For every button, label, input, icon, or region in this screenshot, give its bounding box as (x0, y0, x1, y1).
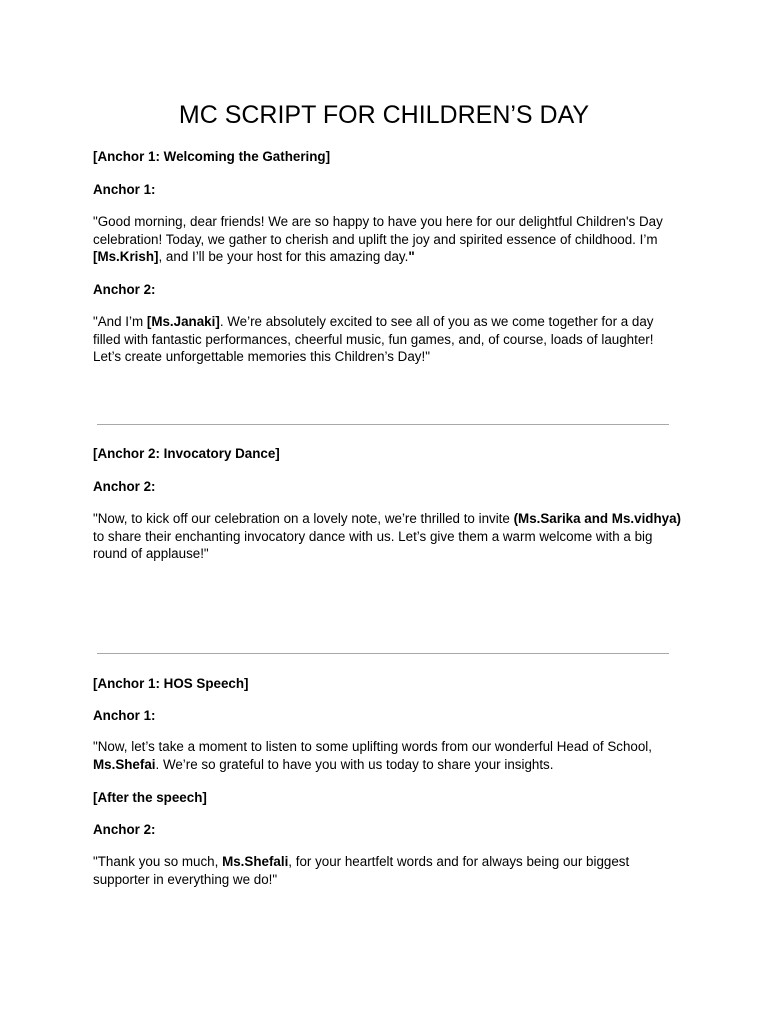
anchor-1-label: Anchor 1: (93, 708, 156, 723)
text-run: , and I’ll be your host for this amazing day. (158, 249, 409, 264)
section-divider (97, 424, 669, 425)
closing-quote: " (408, 249, 415, 264)
dancer-names: (Ms.Sarika and Ms.vidhya) (513, 511, 682, 526)
anchor-2-label: Anchor 2: (93, 282, 156, 297)
text-run: "Now, to kick off our celebration on a lovely note, we’re thrilled to invite (93, 511, 514, 526)
section-heading-dance: [Anchor 2: Invocatory Dance] (93, 446, 280, 461)
text-run: to share their enchanting invocatory dance with us. Let’s give them a warm welcome with a big round of applause!" (93, 528, 653, 561)
hos-name: Ms.Shefali (222, 854, 289, 869)
anchor-1-label: Anchor 1: (93, 182, 156, 197)
hos-name: Ms.Shefai (93, 756, 156, 772)
section-divider (97, 653, 669, 654)
text-run: "Good morning, dear friends! We are so happy to have you here for our delightful Children's Day celebration! Today, we gather to cherish and uplift the joy and spirited essence of childhood. I’m (93, 214, 663, 247)
welcome-paragraph (93, 213, 683, 266)
text-run: , for your heartfelt words and for always being our biggest supporter in everything we do!" (93, 854, 630, 887)
section-heading-welcome: [Anchor 1: Welcoming the Gathering] (93, 149, 331, 164)
text-run: . We’re absolutely excited to see all of you as we come together for a day filled with fantastic performances, cheerful music, fun games, and, of course, loads of laughter! Let’s create unforgettable memories this Children’s Day!" (93, 314, 654, 364)
text-run: "And I’m (93, 314, 147, 329)
dance-paragraph (93, 510, 683, 563)
anchor-2-paragraph (93, 313, 683, 366)
thanks-paragraph (93, 853, 683, 888)
text-run: "Now, let’s take a moment to listen to some uplifting words from our wonderful Head of School, (93, 739, 652, 754)
after-speech-note: [After the speech] (93, 790, 207, 805)
hos-paragraph (93, 738, 683, 773)
text-run: . We’re so grateful to have you with us today to share your insights. (155, 756, 554, 772)
text-run: "Thank you so much, (93, 854, 223, 869)
cohost-name: [Ms.Janaki] (146, 314, 220, 329)
anchor-2-label: Anchor 2: (93, 479, 156, 494)
anchor-2-label: Anchor 2: (93, 822, 156, 837)
page-title: MC SCRIPT FOR CHILDREN’S DAY (178, 101, 590, 129)
host-name: [Ms.Krish] (93, 249, 159, 264)
section-heading-hos: [Anchor 1: HOS Speech] (93, 676, 249, 691)
